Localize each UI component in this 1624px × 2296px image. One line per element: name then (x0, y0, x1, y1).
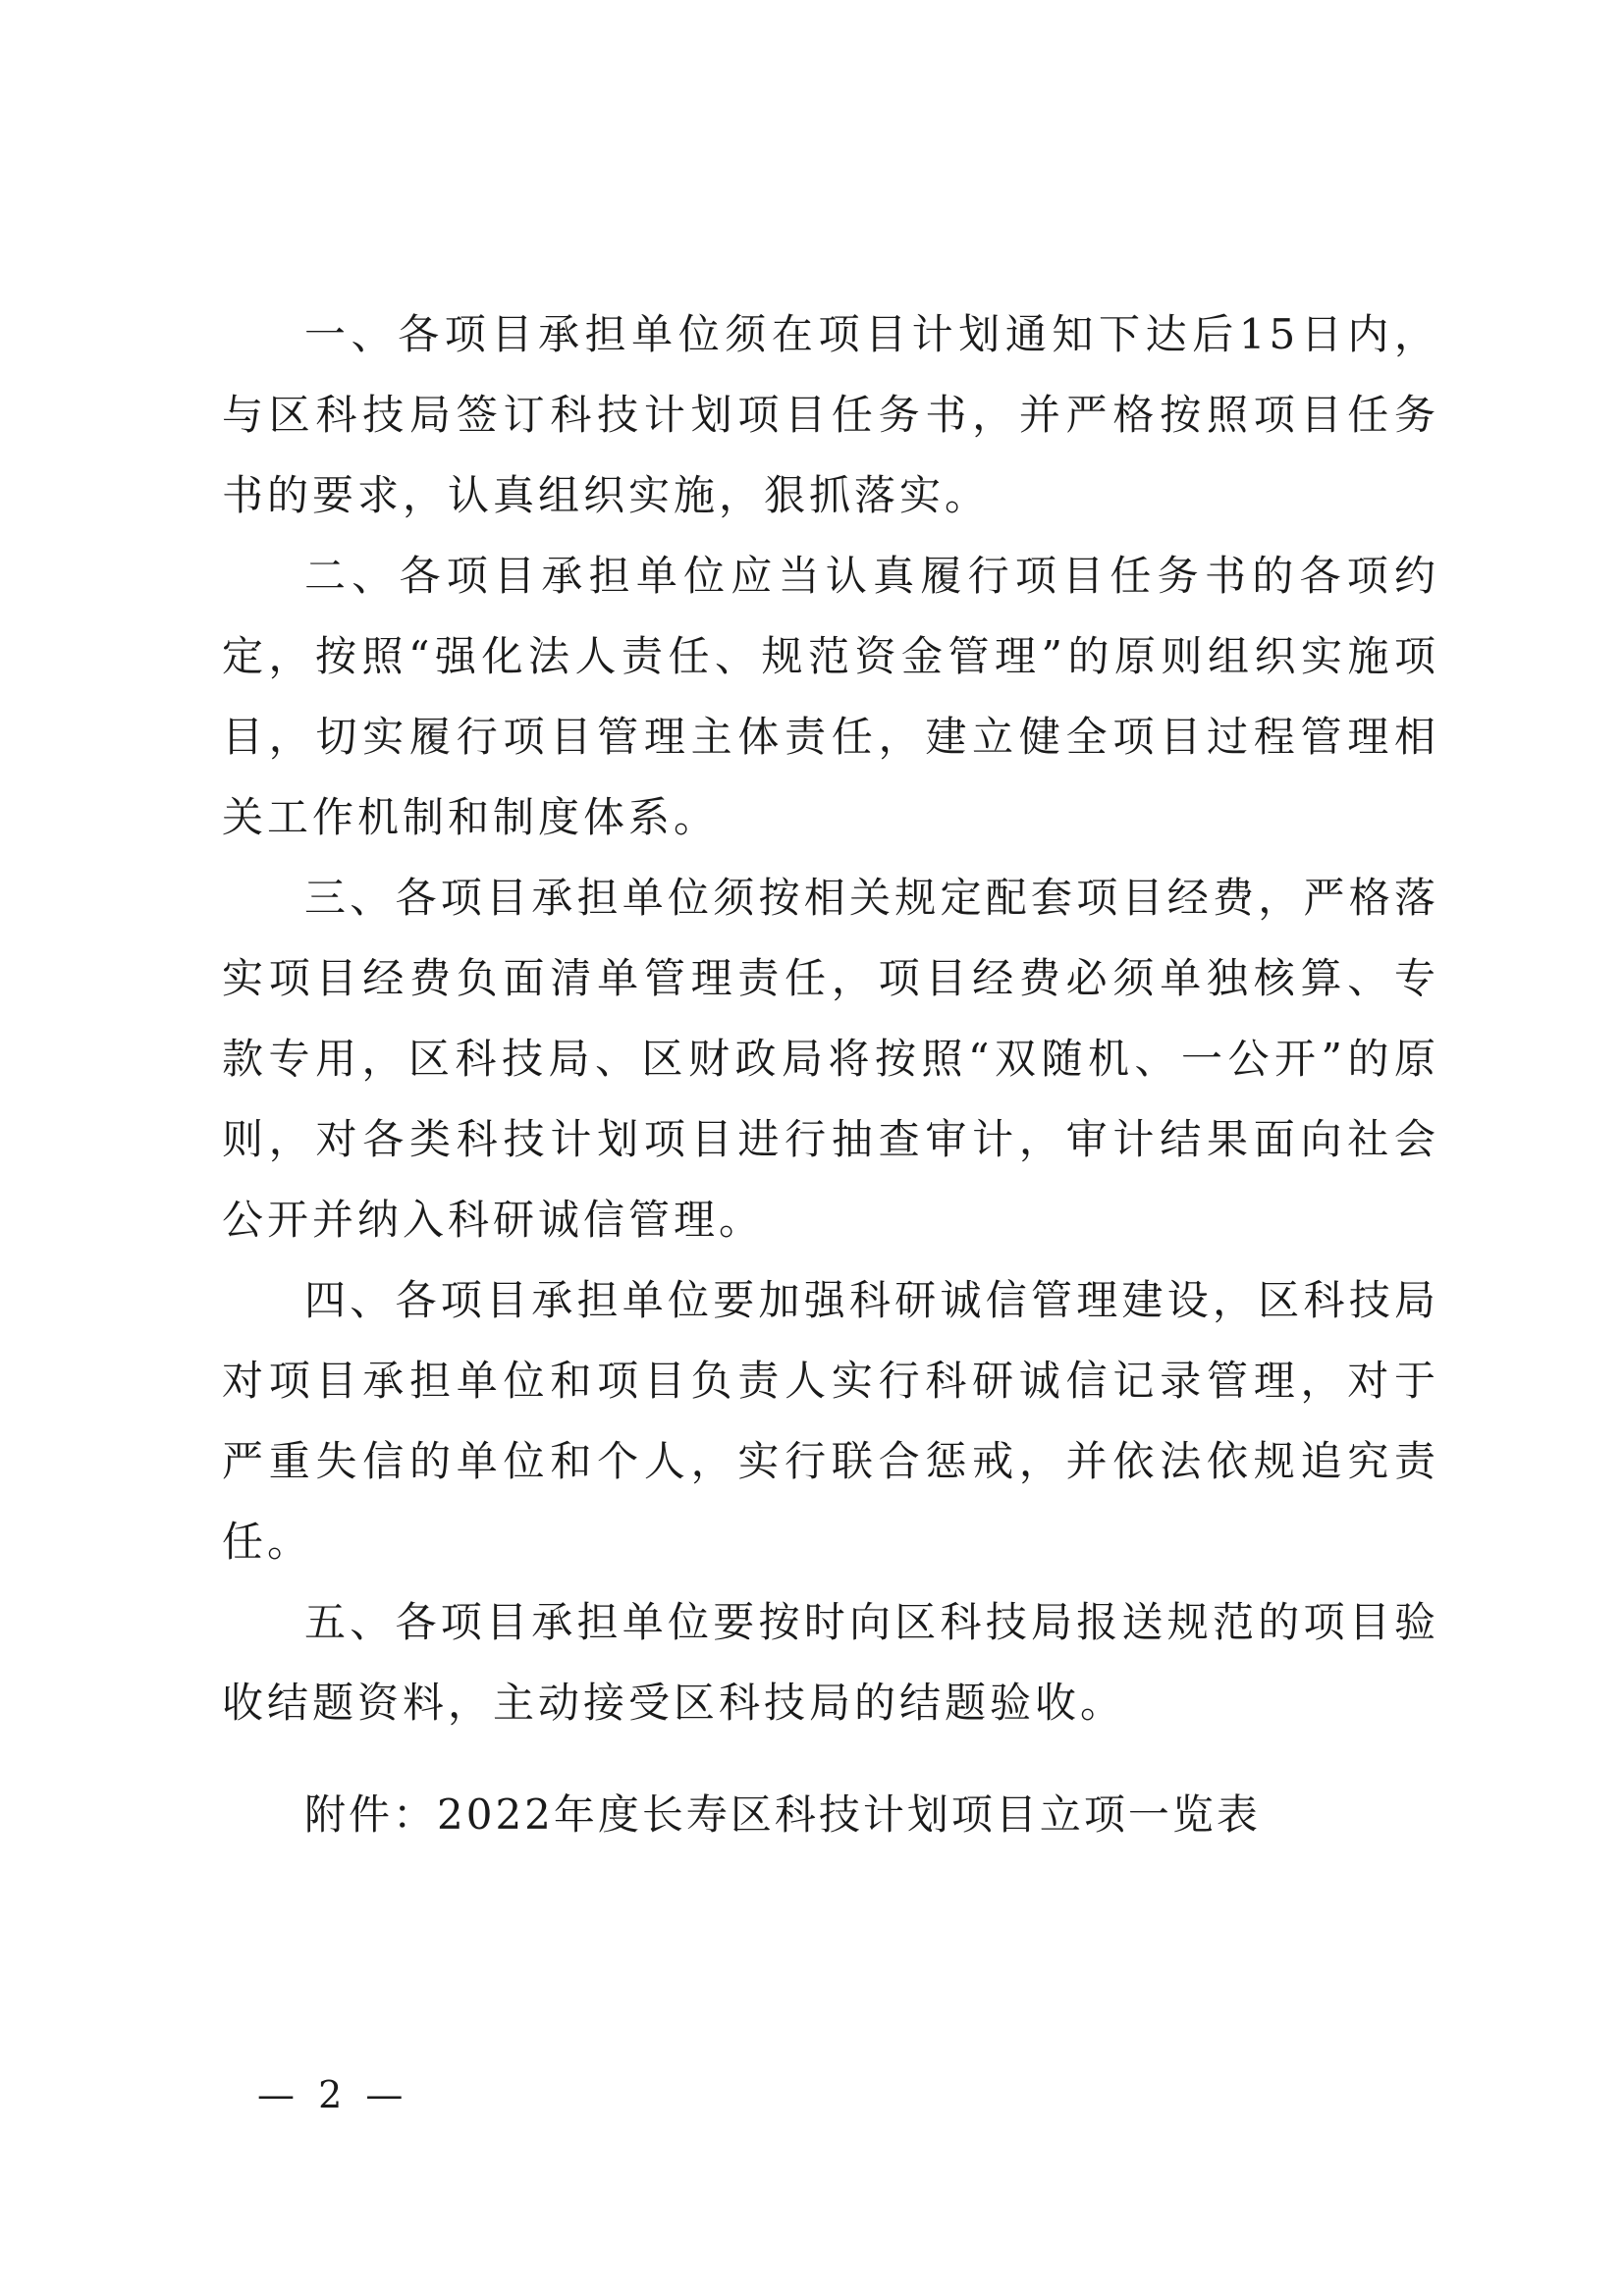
page-number: — 2 — (257, 2073, 409, 2116)
paragraph-3: 三、各项目承担单位须按相关规定配套项目经费，严格落实项目经费负面清单管理责任，项目经费必须单独核算、专款专用，区科技局、区财政局将按照“双随机、一公开”的原则，对各类科技计划项目进行抽查审计，审计结果面向社会公开并纳入科研诚信管理。 (222, 874, 1439, 1244)
paragraph-5: 五、各项目承担单位要按时向区科技局报送规范的项目验收结题资料，主动接受区科技局的结题验收。 (222, 1598, 1439, 1727)
document-body (222, 294, 1439, 1743)
attachment-note: 附件：2022年度长寿区科技计划项目立项一览表 (304, 1790, 1261, 1839)
paragraph-2: 二、各项目承担单位应当认真履行项目任务书的各项约定，按照“强化法人责任、规范资金管理”的原则组织实施项目，切实履行项目管理主体责任，建立健全项目过程管理相关工作机制和制度体系。 (222, 552, 1439, 841)
paragraph-1: 一、各项目承担单位须在项目计划通知下达后15日内，与区科技局签订科技计划项目任务书，并严格按照项目任务书的要求，认真组织实施，狠抓落实。 (222, 310, 1439, 519)
paragraph-4: 四、各项目承担单位要加强科研诚信管理建设，区科技局对项目承担单位和项目负责人实行科研诚信记录管理，对于严重失信的单位和个人，实行联合惩戒，并依法依规追究责任。 (222, 1276, 1439, 1566)
